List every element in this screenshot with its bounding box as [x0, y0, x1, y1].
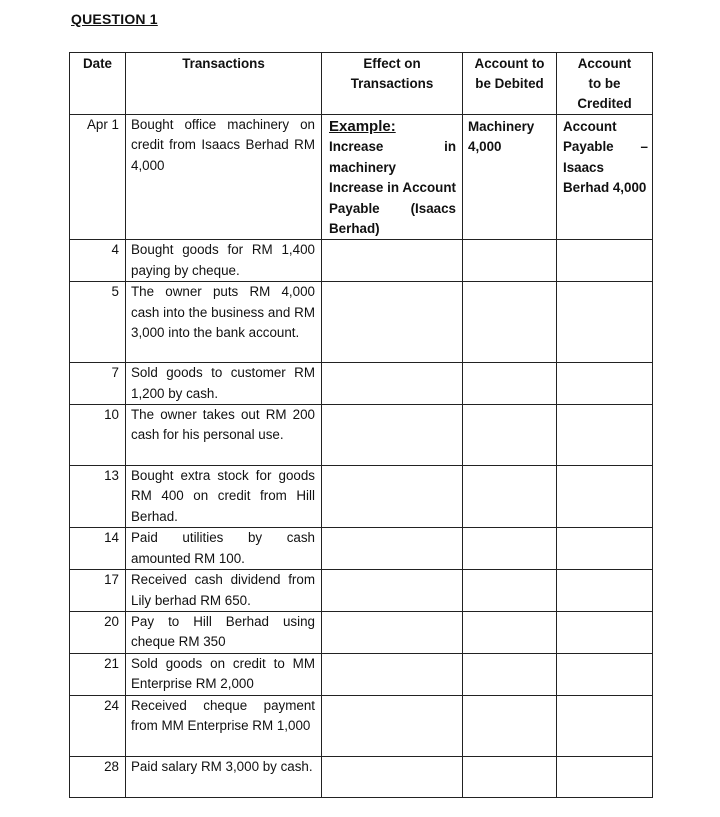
table-row	[70, 695, 653, 756]
row-credited	[557, 282, 653, 363]
row-debited	[463, 528, 557, 570]
row-debited	[463, 363, 557, 405]
example-debited: Machinery 4,000	[463, 115, 557, 240]
table-row	[70, 282, 653, 363]
page-title: QUESTION 1	[71, 11, 158, 27]
header-date: Date	[70, 53, 126, 115]
row-credited	[557, 611, 653, 653]
row-credited	[557, 756, 653, 797]
row-transaction: The owner takes out RM 200 cash for his personal use.	[126, 405, 322, 466]
row-transaction: Bought office machinery on credit from Isaacs Berhad RM 4,000	[126, 115, 322, 240]
example-row	[70, 115, 653, 240]
row-effect	[322, 240, 463, 282]
row-effect	[322, 695, 463, 756]
example-effect-cell	[322, 115, 463, 240]
row-date: Apr 1	[70, 115, 126, 240]
row-date: 10	[70, 405, 126, 466]
row-credited	[557, 240, 653, 282]
header-debited: Account to be Debited	[463, 53, 557, 115]
row-date: 13	[70, 466, 126, 528]
row-effect	[322, 611, 463, 653]
row-transaction: Received cash dividend from Lily berhad RM 650.	[126, 570, 322, 612]
row-credited	[557, 570, 653, 612]
table-row	[70, 466, 653, 528]
row-effect	[322, 466, 463, 528]
row-effect	[322, 405, 463, 466]
row-debited	[463, 405, 557, 466]
header-transactions: Transactions	[126, 53, 322, 115]
row-transaction: Bought extra stock for goods RM 400 on credit from Hill Berhad.	[126, 466, 322, 528]
table-row	[70, 405, 653, 466]
transaction-rows	[70, 240, 653, 797]
row-transaction: The owner puts RM 4,000 cash into the business and RM 3,000 into the bank account.	[126, 282, 322, 363]
row-transaction: Received cheque payment from MM Enterprise RM 1,000	[126, 695, 322, 756]
row-credited	[557, 528, 653, 570]
row-date: 14	[70, 528, 126, 570]
table-row	[70, 611, 653, 653]
row-debited	[463, 611, 557, 653]
row-effect	[322, 570, 463, 612]
header-row	[70, 53, 653, 115]
row-debited	[463, 240, 557, 282]
row-transaction: Sold goods to customer RM 1,200 by cash.	[126, 363, 322, 405]
table-row	[70, 240, 653, 282]
header-effect: Effect on Transactions	[322, 53, 463, 115]
row-debited	[463, 466, 557, 528]
row-debited	[463, 282, 557, 363]
example-credited: Account Payable – Isaacs Berhad 4,000	[557, 115, 653, 240]
row-transaction: Bought goods for RM 1,400 paying by cheque.	[126, 240, 322, 282]
example-effect-line2: Increase in Account Payable (Isaacs Berhad)	[329, 180, 456, 237]
row-credited	[557, 405, 653, 466]
row-transaction: Pay to Hill Berhad using cheque RM 350	[126, 611, 322, 653]
row-transaction: Paid salary RM 3,000 by cash.	[126, 756, 322, 797]
table-row	[70, 653, 653, 695]
row-effect	[322, 653, 463, 695]
row-date: 20	[70, 611, 126, 653]
row-date: 5	[70, 282, 126, 363]
row-debited	[463, 756, 557, 797]
row-effect	[322, 528, 463, 570]
row-date: 7	[70, 363, 126, 405]
row-debited	[463, 695, 557, 756]
table-row	[70, 363, 653, 405]
row-credited	[557, 695, 653, 756]
example-heading: Example:	[329, 118, 396, 135]
row-effect	[322, 363, 463, 405]
row-credited	[557, 653, 653, 695]
row-credited	[557, 466, 653, 528]
row-effect	[322, 756, 463, 797]
row-effect	[322, 282, 463, 363]
row-debited	[463, 570, 557, 612]
row-date: 17	[70, 570, 126, 612]
table-row	[70, 570, 653, 612]
row-transaction: Paid utilities by cash amounted RM 100.	[126, 528, 322, 570]
transactions-table	[69, 52, 653, 798]
table-row	[70, 756, 653, 797]
row-credited	[557, 363, 653, 405]
row-debited	[463, 653, 557, 695]
row-transaction: Sold goods on credit to MM Enterprise RM 2,000	[126, 653, 322, 695]
row-date: 21	[70, 653, 126, 695]
table-row	[70, 528, 653, 570]
example-effect-line1: Increase in machinery	[329, 139, 456, 175]
row-date: 4	[70, 240, 126, 282]
row-date: 24	[70, 695, 126, 756]
header-credited: Account to be Credited	[557, 53, 653, 115]
row-date: 28	[70, 756, 126, 797]
